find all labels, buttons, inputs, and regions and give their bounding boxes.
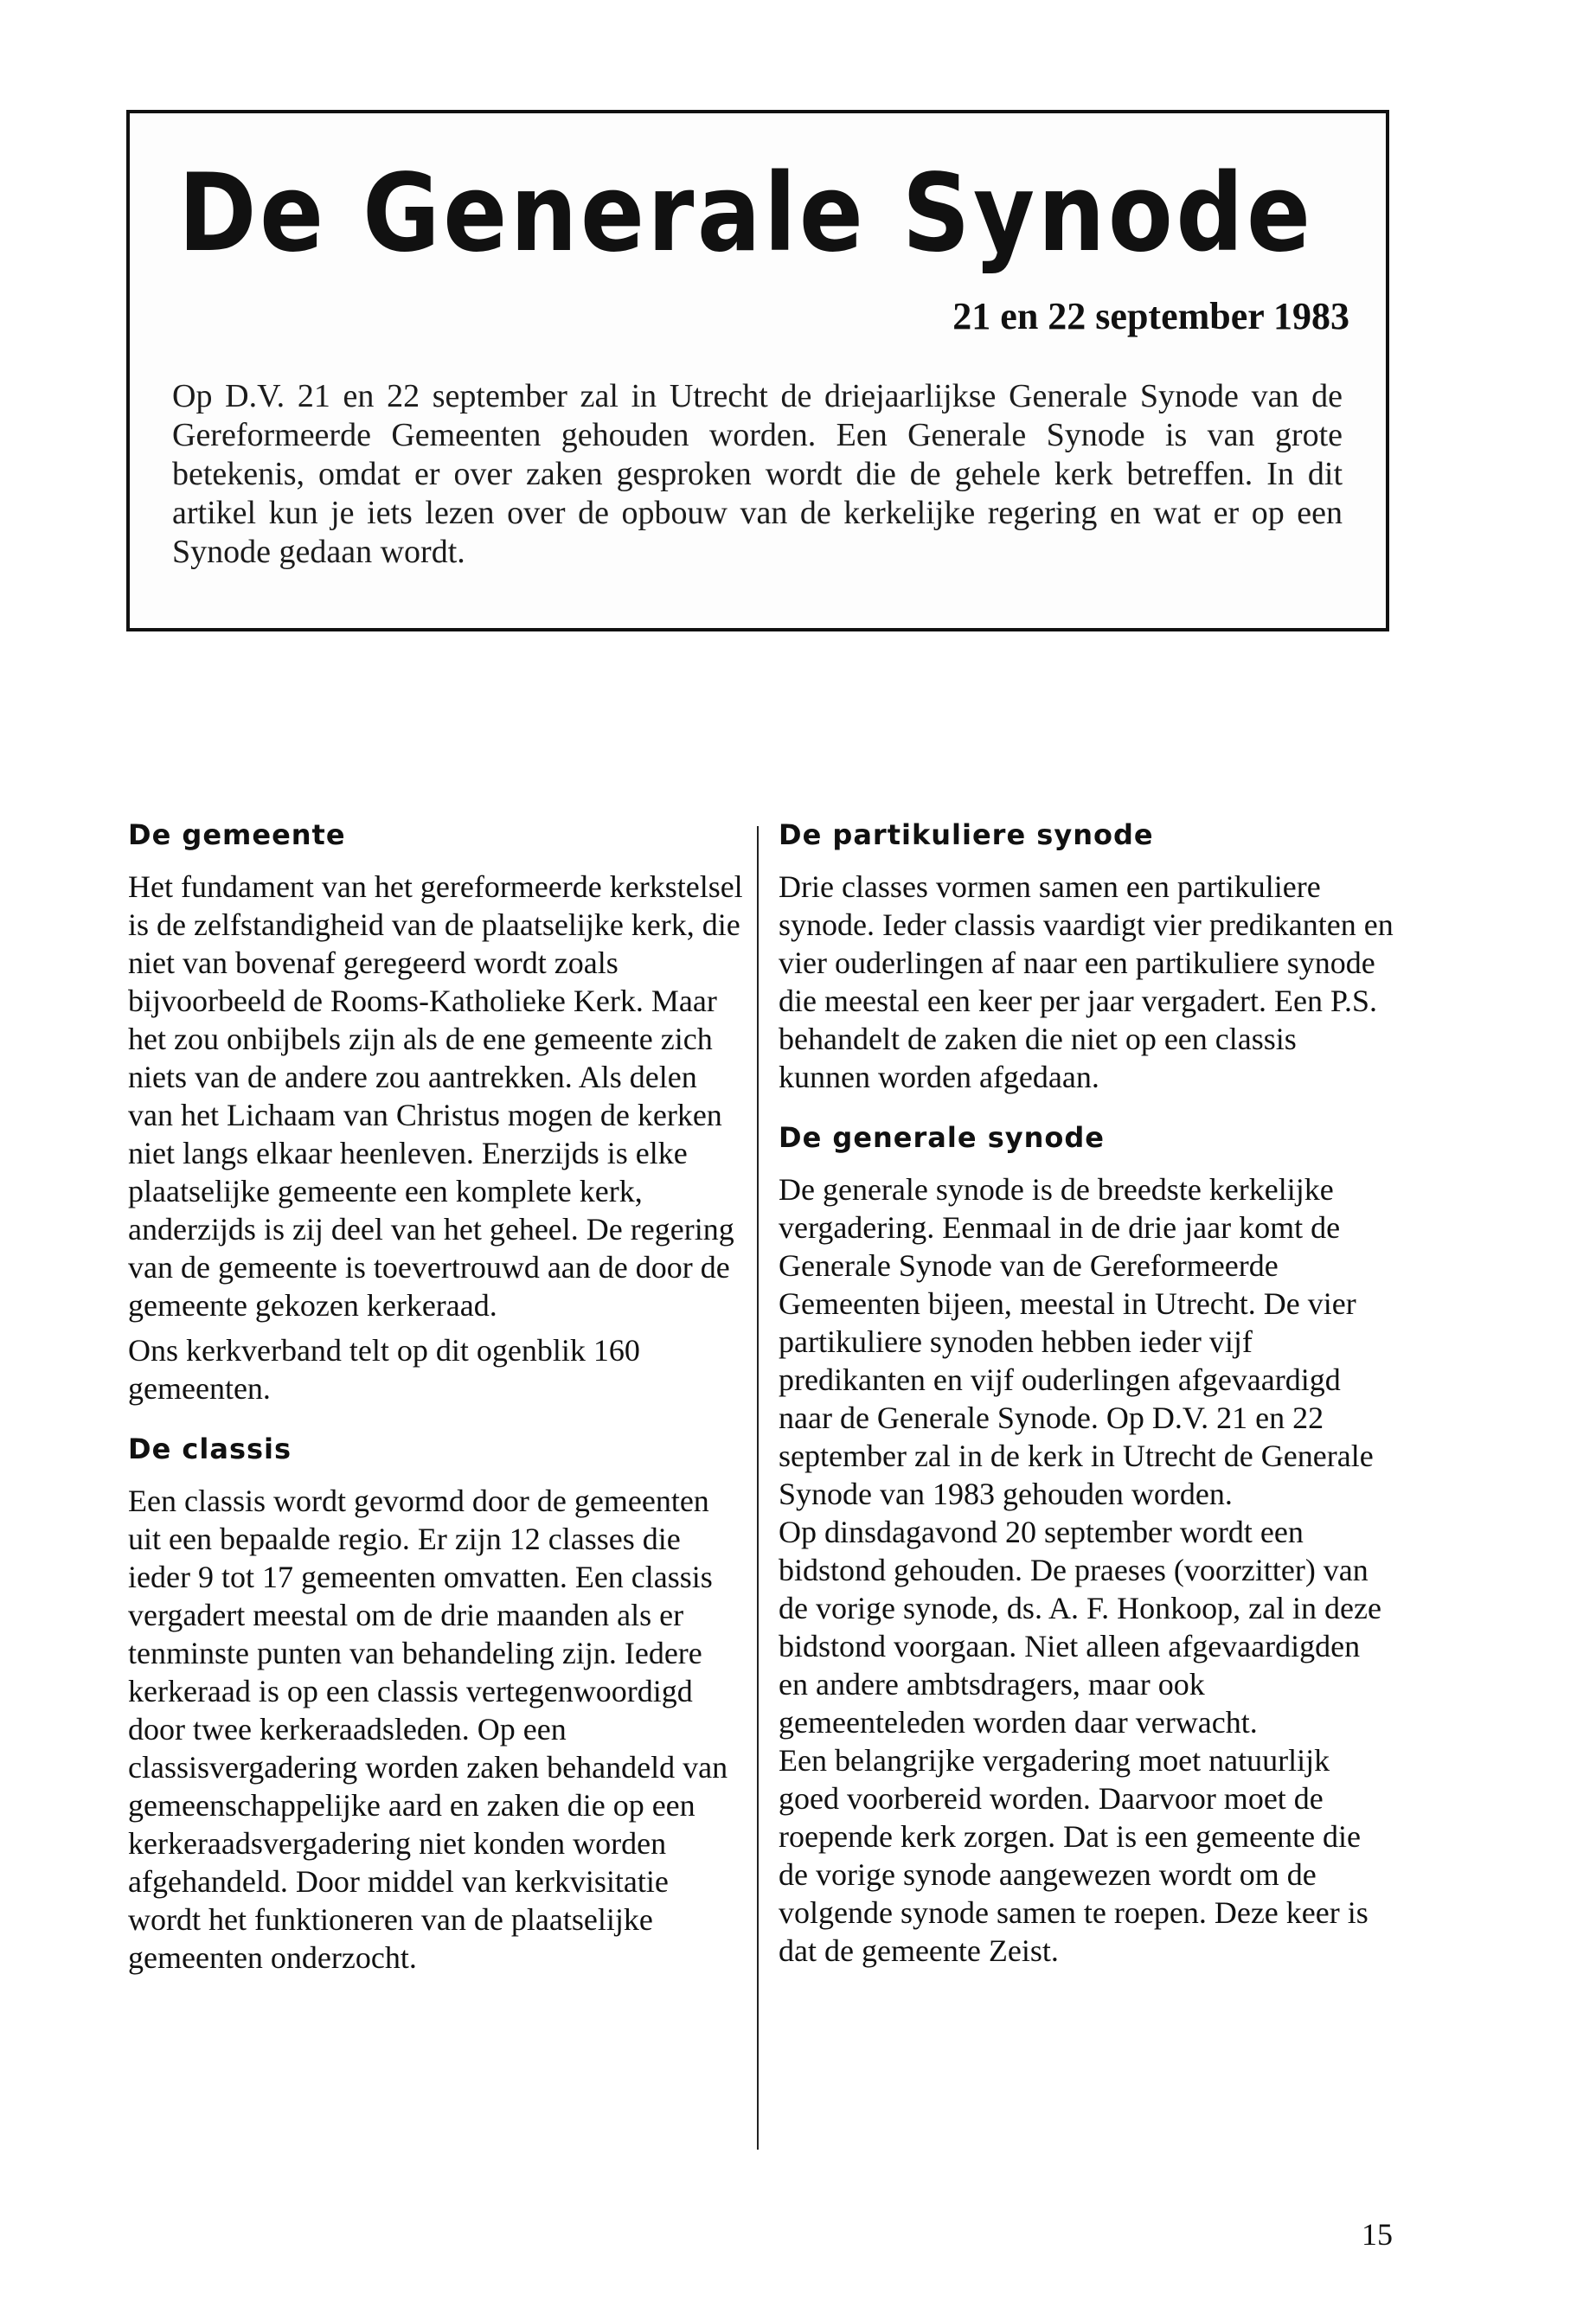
gemeente-paragraph-2: Ons kerkverband telt op dit ogenblik 160 gemeenten. [128, 1333, 640, 1406]
section-heading-generale-synode: De generale synode [779, 1121, 1105, 1154]
generale-paragraph-3: Een belangrijke vergadering moet natuurlijk goed voorbereid worden. Daarvoor moet de roepende kerk zorgen. Dat is een gemeente die de vorige synode aangewezen wordt om de volgende synode samen te roepen. Deze keer is dat de gemeente Zeist. [779, 1743, 1368, 1968]
header-box [126, 110, 1389, 631]
classis-paragraph-1: Een classis wordt gevormd door de gemeenten uit een bepaalde regio. Er zijn 12 classes die ieder 9 tot 17 gemeenten omvatten. Een classis vergadert meestal om de drie maanden als er tenminste punten van behandeling zijn. Iedere kerkeraad is op een classis vertegenwoordigd door twee kerkeraadsleden. Op een classisvergadering worden zaken behandeld van gemeenschappelijke aard en zaken die op een kerkeraadsvergadering niet konden worden afgehandeld. Door middel van kerkvisitatie wordt het funktioneren van de plaatselijke gemeenten onderzocht. [128, 1484, 728, 1975]
section-generale-synode [779, 1120, 1394, 1970]
header-date: 21 en 22 september 1983 [952, 295, 1349, 337]
left-column [128, 817, 744, 1977]
section-classis [128, 1432, 744, 1977]
gemeente-paragraph-1: Het fundament van het gereformeerde kerkstelsel is de zelfstandigheid van de plaatselijke kerk, die niet van bovenaf geregeerd wordt zoals bijvoorbeeld de Rooms-Katholieke Kerk. Maar het zou onbijbels zijn als de ene gemeente zich niets van de andere zou aantrekken. Als delen van het Lichaam van Christus mogen de kerken niet langs elkaar heenleven. Enerzijds is elke plaatselijke gemeente een komplete kerk, anderzijds is zij deel van het geheel. De regering van de gemeente is toevertrouwd aan de door de gemeente gekozen kerkeraad. [128, 869, 743, 1323]
page-title: De Generale Synode [178, 151, 1314, 276]
generale-paragraph-2: Op dinsdagavond 20 september wordt een bidstond gehouden. De praeses (voorzitter) van de vorige synode, ds. A. F. Honkoop, zal in deze bidstond voorgaan. Niet alleen afgevaardigden en andere ambtsdragers, maar ook gemeenteleden worden daar verwacht. [779, 1515, 1381, 1740]
column-divider [757, 826, 759, 2150]
page-number: 15 [1362, 2217, 1393, 2252]
header-intro: Op D.V. 21 en 22 september zal in Utrecht de driejaarlijkse Generale Synode van de Gereformeerde Gemeenten gehouden worden. Een Generale Synode is van grote betekenis, omdat er over zaken gesproken wordt die de gehele kerk betreffen. In dit artikel kun je iets lezen over de opbouw van de kerkelijke regering en wat er op een Synode gedaan wordt. [172, 378, 1343, 570]
section-heading-classis: De classis [128, 1433, 292, 1465]
partikuliere-paragraph-1: Drie classes vormen samen een partikuliere synode. Ieder classis vaardigt vier predikanten en vier ouderlingen af naar een partikuliere synode die meestal een keer per jaar vergadert. Een P.S. behandelt de zaken die niet op een classis kunnen worden afgedaan. [779, 869, 1394, 1094]
section-heading-partikuliere-synode: De partikuliere synode [779, 818, 1154, 851]
generale-paragraph-1: De generale synode is de breedste kerkelijke vergadering. Eenmaal in de drie jaar komt de Generale Synode van de Gereformeerde Gemeenten bijeen, meestal in Utrecht. De vier partikuliere synoden hebben ieder vijf predikanten en vijf ouderlingen afgevaardigd naar de Generale Synode. Op D.V. 21 en 22 september zal in de kerk in Utrecht de Generale Synode van 1983 gehouden worden. [779, 1172, 1374, 1511]
section-heading-gemeente: De gemeente [128, 818, 346, 851]
right-column [779, 817, 1394, 1970]
section-partikuliere-synode [779, 817, 1394, 1096]
section-gemeente [128, 817, 744, 1407]
